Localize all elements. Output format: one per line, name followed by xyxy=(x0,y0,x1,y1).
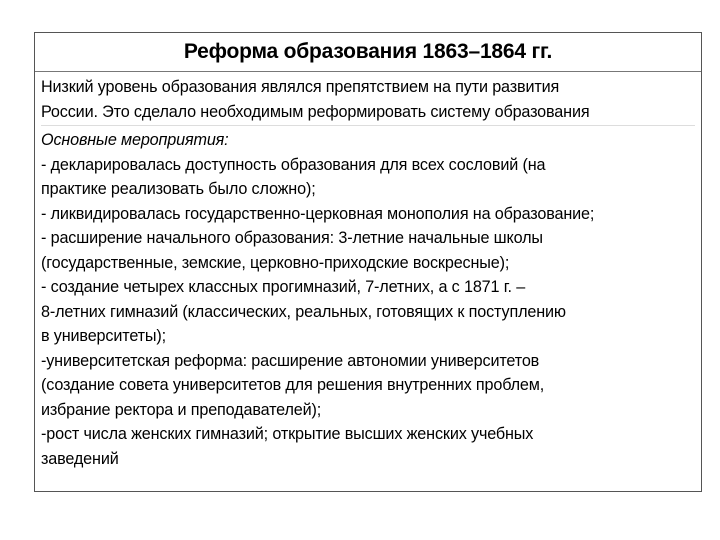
measure-line: в университеты); xyxy=(41,327,166,345)
measure-line: -университетская реформа: расширение автономии университетов xyxy=(41,351,540,370)
measure-line: -рост числа женских гимназий; открытие высших женских учебных xyxy=(41,425,534,443)
table-title: Реформа образования 1863–1864 гг. xyxy=(35,33,701,72)
measure-line: - ликвидировалась государственно-церковная монополия на образование; xyxy=(41,204,595,223)
intro-line: Низкий уровень образования являлся препятствием на пути развития xyxy=(41,78,560,96)
measure-line: заведений xyxy=(41,449,119,468)
measure-line: практике реализовать было сложно); xyxy=(41,180,316,198)
intro-line: России. Это сделало необходимым реформировать систему образования xyxy=(41,102,590,121)
measure-line: избрание ректора и преподавателей); xyxy=(41,400,322,419)
measure-line: - декларировалась доступность образования для всех сословий (на xyxy=(41,155,546,174)
measure-line: - создание четырех классных прогимназий, 7-летних, а с 1871 г. – xyxy=(41,278,526,296)
intro-paragraph xyxy=(41,75,695,126)
table-body xyxy=(35,72,701,471)
reform-table xyxy=(34,32,702,492)
measure-line: (создание совета университетов для решения внутренних проблем, xyxy=(41,376,545,394)
measures-heading: Основные мероприятия: xyxy=(41,131,229,149)
measures-list xyxy=(41,153,695,472)
measure-line: 8-летних гимназий (классических, реальных, готовящих к поступлению xyxy=(41,302,566,321)
measure-line: (государственные, земские, церковно-приходские воскресные); xyxy=(41,253,510,272)
measure-line: - расширение начального образования: 3-летние начальные школы xyxy=(41,229,543,247)
